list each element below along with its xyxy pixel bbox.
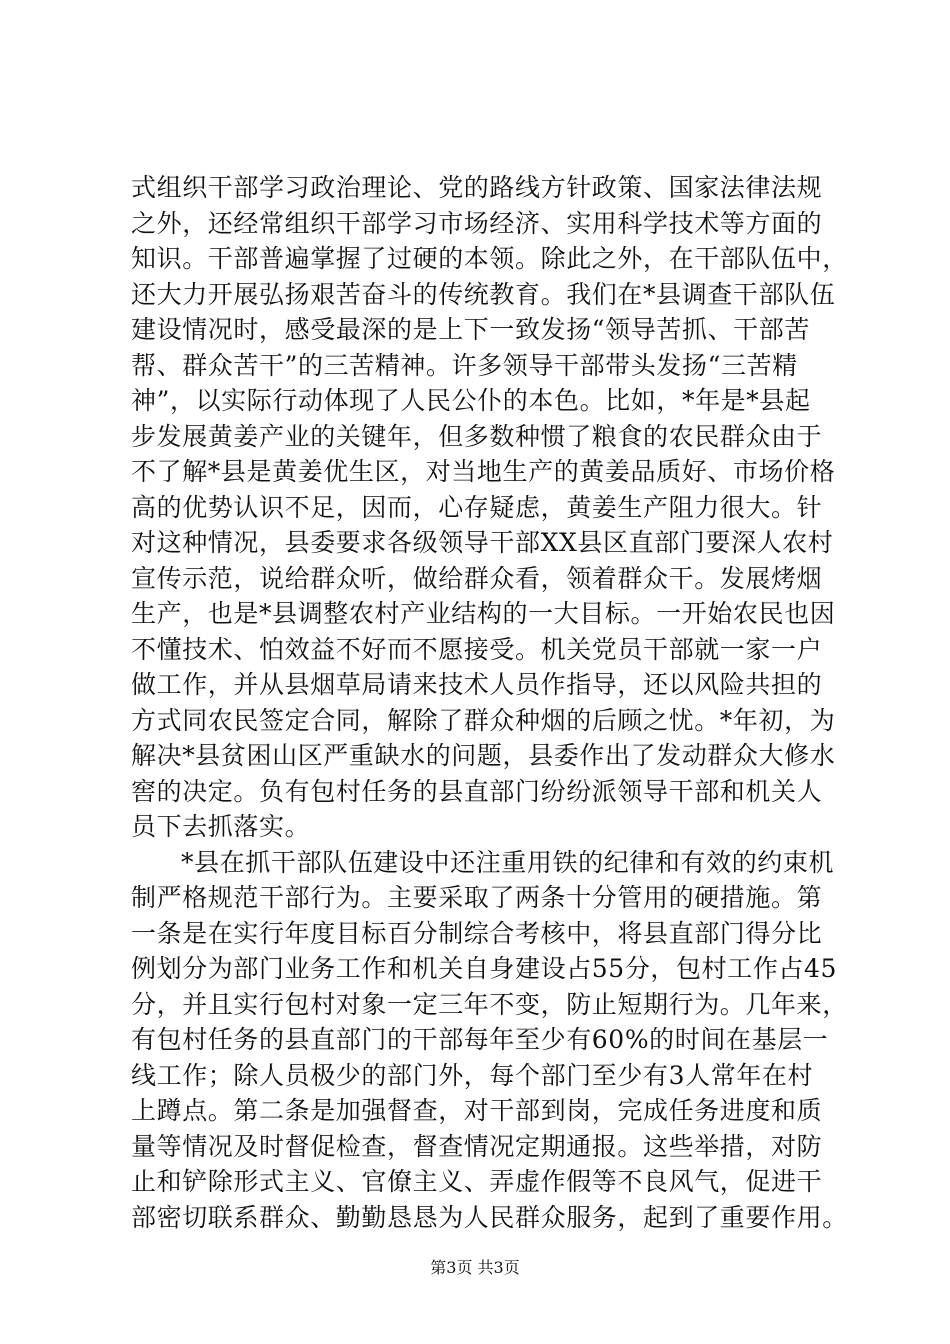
text-line: 不了解*县是黄姜优生区，对当地生产的黄姜品质好、市场价格 <box>131 457 836 486</box>
text-line: 例划分为部门业务工作和机关自身建设占55分，包村工作占45 <box>131 954 838 983</box>
body-text <box>131 170 848 1235</box>
text-line: 对这种情况，县委要求各级领导干部XX县区直部门要深人农村 <box>131 528 834 557</box>
text-line: 做工作，并从县烟草局请来技术人员作指导，还以风险共担的 <box>131 670 823 699</box>
text-line: 之外，还经常组织干部学习市场经济、实用科学技术等方面的 <box>131 208 823 238</box>
text-line: 一条是在实行年度目标百分制综合考核中，将县直部门得分比 <box>131 918 823 948</box>
text-line: 止和铲除形式主义、官僚主义、弄虚作假等不良风气，促进干 <box>131 1167 823 1196</box>
text-line-indented: *县在抓干部队伍建设中还注重用铁的纪律和有效的约束机 <box>181 847 835 877</box>
text-line: 量等情况及时督促检查，督查情况定期通报。这些举措，对防 <box>131 1131 823 1161</box>
text-line: 有包村任务的县直部门的干部每年至少有60%的时间在基层一 <box>131 1025 829 1054</box>
text-line: 员下去抓落实。 <box>131 812 311 841</box>
text-line: 部密切联系群众、勤勤恳恳为人民群众服务，起到了重要作用。 <box>131 1202 848 1232</box>
text-line: 线工作；除人员极少的部门外，每个部门至少有3人常年在村 <box>131 1060 814 1090</box>
text-line: 高的优势认识不足，因而，心存疑虑，黄姜生产阻力很大。针 <box>131 492 823 522</box>
text-line: 建设情况时，感受最深的是上下一致发扬“领导苦抓、干部苦 <box>131 315 810 344</box>
paragraph-1 <box>131 170 848 845</box>
text-line: 窖的决定。负有包村任务的县直部门纷纷派领导干部和机关人 <box>131 776 823 806</box>
text-line: 知识。干部普遍掌握了过硬的本领。除此之外，在干部队伍中， <box>131 244 848 273</box>
text-line: 方式同农民签定合同，解除了群众种烟的后顾之忧。*年初，为 <box>131 705 836 735</box>
text-line: 神”，以实际行动体现了人民公仆的本色。比如，*年是*县起 <box>131 386 811 415</box>
text-line: 还大力开展弘扬艰苦奋斗的传统教育。我们在*县调查干部队伍 <box>131 279 836 309</box>
text-line: 不懂技术、怕效益不好而不愿接受。机关党员干部就一家一户 <box>131 634 823 664</box>
text-line: 分，并且实行包村对象一定三年不变，防止短期行为。几年来， <box>131 989 848 1019</box>
text-line: 式组织干部学习政治理论、党的路线方针政策、国家法律法规 <box>131 173 823 202</box>
text-line: 上蹲点。第二条是加强督查，对干部到岗，完成任务进度和质 <box>131 1096 823 1125</box>
text-line: 制严格规范干部行为。主要采取了两条十分管用的硬措施。第 <box>131 883 823 912</box>
text-line: 解决*县贫困山区严重缺水的问题，县委作出了发动群众大修水 <box>131 741 836 770</box>
page-footer <box>0 1255 950 1278</box>
text-line: 步发展黄姜产业的关键年，但多数种惯了粮食的农民群众由于 <box>131 421 823 451</box>
text-line: 生产，也是*县调整农村产业结构的一大目标。一开始农民也因 <box>131 599 836 628</box>
page-number-label: 第3页 共3页 <box>430 1258 520 1277</box>
text-line: 宣传示范，说给群众听，做给群众看，领着群众干。发展烤烟 <box>131 563 823 593</box>
paragraph-2 <box>131 845 848 1236</box>
text-line: 帮、群众苦干”的三苦精神。许多领导干部带头发扬“三苦精 <box>131 350 798 380</box>
